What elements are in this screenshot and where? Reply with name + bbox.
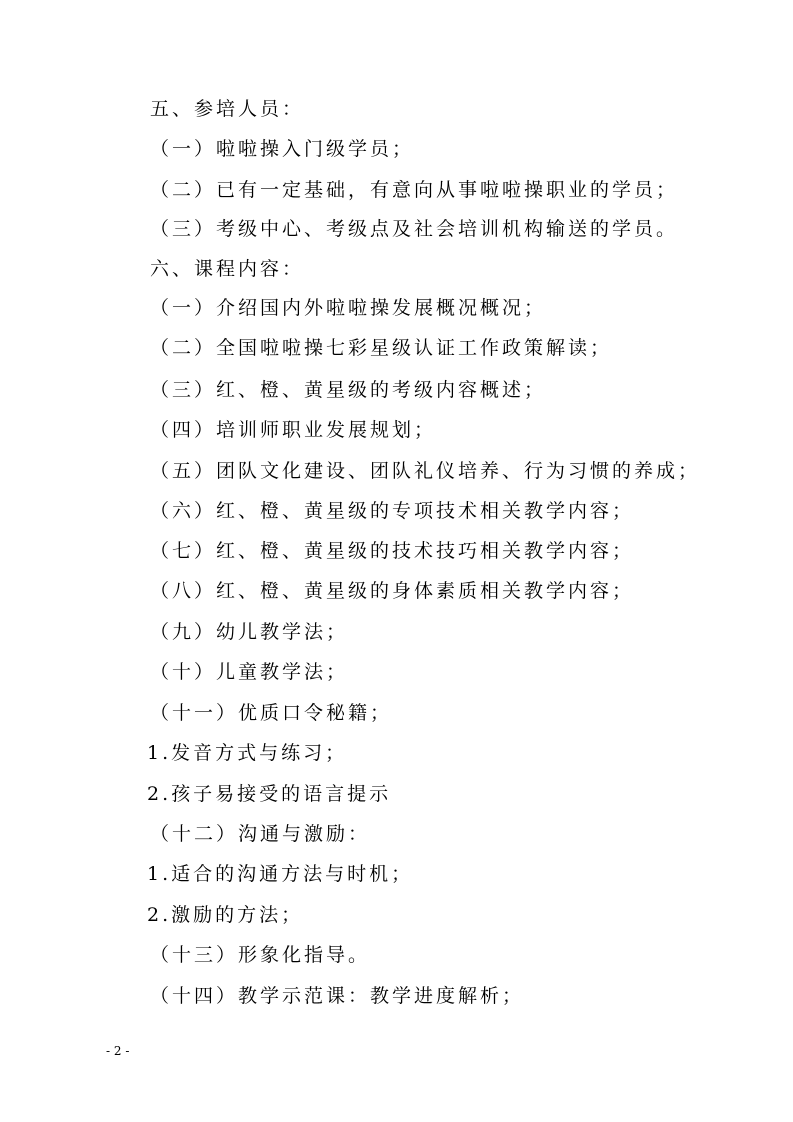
course-subitem-11-1: 1.发音方式与练习； [147,742,348,764]
course-item-5: （五）团队文化建设、团队礼仪培养、行为习惯的养成； [150,460,701,482]
course-item-14: （十四）教学示范课：教学进度解析； [150,985,525,1007]
course-subitem-11-2: 2.孩子易接受的语言提示 [147,783,392,805]
course-item-6: （六）红、橙、黄星级的专项技术相关教学内容； [150,500,635,522]
course-subitem-12-2: 2.激励的方法； [147,904,304,926]
participant-item-3: （三）考级中心、考级点及社会培训机构输送的学员。 [150,218,679,240]
course-item-8: （八）红、橙、黄星级的身体素质相关教学内容； [150,580,635,602]
course-item-2: （二）全国啦啦操七彩星级认证工作政策解读； [150,337,613,359]
course-item-11: （十一）优质口令秘籍； [150,702,393,724]
course-item-7: （七）红、橙、黄星级的技术技巧相关教学内容； [150,540,635,562]
participant-item-2: （二）已有一定基础，有意向从事啦啦操职业的学员； [150,179,679,201]
course-item-1: （一）介绍国内外啦啦操发展概况概况； [150,297,547,319]
section-heading-participants: 五、参培人员： [150,98,305,120]
course-item-9: （九）幼儿教学法； [150,621,349,643]
participant-item-1: （一）啦啦操入门级学员； [150,138,415,160]
course-item-12: （十二）沟通与激励： [150,823,371,845]
course-item-13: （十三）形象化指导。 [150,944,371,966]
course-item-4: （四）培训师职业发展规划； [150,419,437,441]
course-item-3: （三）红、橙、黄星级的考级内容概述； [150,379,547,401]
page-number: - 2 - [106,1044,130,1058]
section-heading-course-content: 六、课程内容： [150,258,305,280]
course-subitem-12-1: 1.适合的沟通方法与时机； [147,863,414,885]
course-item-10: （十）儿童教学法； [150,661,349,683]
